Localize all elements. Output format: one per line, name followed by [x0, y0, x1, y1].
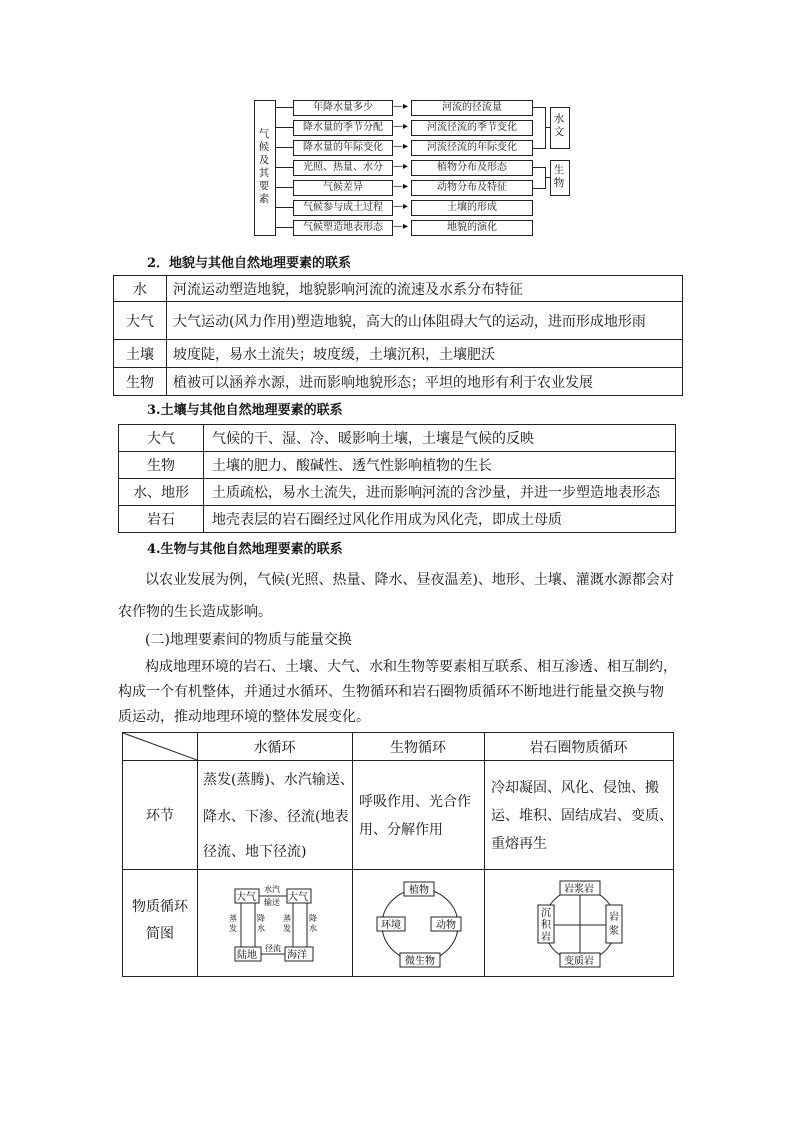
- row1-label: 环节: [146, 808, 174, 824]
- mag-2: 浆: [609, 926, 619, 937]
- s3-key: 大气: [119, 425, 204, 452]
- micro: 微生物: [405, 956, 435, 967]
- rain-left: 水: [257, 924, 265, 933]
- s3-value: 土壤的肥力、酸碱性、透气性影响植物的生长: [204, 452, 676, 479]
- cause-box: 降水量的季节分配: [293, 120, 393, 136]
- effect-box: 土壤的形成: [411, 200, 533, 216]
- arrow-icon: —▸: [393, 141, 409, 152]
- evap-right: 蒸: [283, 914, 291, 923]
- header-bio: 生物循环: [390, 740, 446, 756]
- plant: 植物: [409, 885, 429, 896]
- runoff: 径流: [265, 944, 281, 953]
- arrow-icon: —▸: [393, 121, 409, 132]
- s2-value: 坡度陡，易水土流失；坡度缓，土壤沉积，土壤肥沃: [167, 340, 683, 368]
- rock-process: 重熔再生: [491, 836, 547, 852]
- bio-process: 呼吸作用、光合作: [359, 794, 471, 810]
- bio-cycle-diagram: [375, 879, 465, 969]
- atm-left: 大气: [236, 892, 256, 903]
- arrow-icon: —▸: [393, 181, 409, 192]
- s2-key: 土壤: [114, 340, 167, 368]
- arrow-icon: —▸: [393, 201, 409, 212]
- land: 陆地: [237, 950, 257, 961]
- rain-right: 水: [309, 924, 317, 933]
- header-rock: 岩石圈物质循环: [529, 740, 628, 756]
- evap-right: 发: [283, 924, 291, 933]
- water-process: 径流、地下径流): [203, 844, 307, 860]
- cause-box: 气候参与成土过程: [293, 200, 393, 216]
- env: 环境: [381, 920, 401, 931]
- sectionB-para: 构成一个有机整体，并通过水循环、生物循环和岩石圈物质循环不断地进行能量交换与物: [118, 684, 664, 700]
- effect-box: 植物分布及形态: [411, 160, 533, 176]
- sed-2: 积: [541, 920, 551, 931]
- row2-label: 简图: [146, 926, 174, 942]
- s3-value: 土质疏松，易水土流失，进而影响河流的含沙量，并进一步塑造地表形态: [204, 479, 676, 506]
- s3-value: 地壳表层的岩石圈经过风化作用成为风化壳，即成土母质: [204, 506, 676, 533]
- water-process: 降水、下渗、径流(地表: [203, 809, 349, 825]
- s3-key: 岩石: [119, 506, 204, 533]
- rock-cycle-diagram: [535, 879, 625, 969]
- ocean: 海洋: [287, 950, 307, 961]
- cause-box: 年降水量多少: [293, 100, 393, 116]
- header-water: 水循环: [253, 740, 296, 756]
- meta: 变质岩: [564, 956, 594, 967]
- s2-value: 植被可以涵养水源，进而影响地貌形态；平坦的地形有利于农业发展: [167, 368, 683, 396]
- row2-label: 物质循环: [132, 899, 188, 915]
- header-diagonal: [123, 733, 197, 760]
- effect-box: 动物分布及特征: [411, 180, 533, 196]
- vapor: 水汽: [264, 885, 280, 894]
- atm-right: 大气: [288, 892, 308, 903]
- bio-process: 用、分解作用: [359, 822, 443, 838]
- effect-box: 地貌的演化: [411, 220, 533, 236]
- arrow-icon: —▸: [393, 101, 409, 112]
- sectionB-para: 质运动，推动地理环境的整体发展变化。: [118, 709, 370, 725]
- left-label: 气候及其要素: [258, 128, 270, 205]
- s2-value: 河流运动塑造地貌，地貌影响河流的流速及水系分布特征: [167, 276, 683, 302]
- sed-3: 岩: [541, 932, 551, 943]
- s2-key: 大气: [114, 302, 167, 340]
- group-bio: 生物: [553, 164, 565, 189]
- sectionB-heading: (二)地理要素间的物质与能量交换: [145, 632, 352, 648]
- effect-box: 河流径流的年际变化: [411, 140, 533, 156]
- effect-box: 河流的径流量: [411, 100, 533, 116]
- cycle-table: [122, 732, 674, 977]
- arrow-icon: —▸: [393, 161, 409, 172]
- section2-heading: 2．地貌与其他自然地理要素的联系: [147, 256, 352, 271]
- water-process: 蒸发(蒸腾)、水汽输送、: [203, 772, 354, 788]
- rock-process: 冷却凝固、风化、侵蚀、搬: [491, 780, 659, 796]
- rock-process: 运、堆积、固结成岩、变质、: [491, 808, 673, 824]
- section4-para: 农作物的生长造成影响。: [118, 604, 272, 620]
- s2-value: 大气运动(风力作用)塑造地貌，高大的山体阻碍大气的运动，进而形成地形雨: [167, 302, 683, 340]
- section4-para: 以农业发展为例，气候(光照、热量、降水、昼夜温差)、地形、土壤、灌溉水源都会对: [145, 572, 674, 588]
- cause-box: 降水量的年际变化: [293, 140, 393, 156]
- section3-table: [118, 424, 676, 533]
- mag-1: 岩: [609, 912, 619, 923]
- rain-right: 降: [309, 914, 317, 923]
- animal: 动物: [436, 920, 456, 931]
- sectionB-para: 构成地理环境的岩石、土壤、大气、水和生物等要素相互联系、相互渗透、相互制约，: [145, 659, 677, 675]
- arrow-icon: —▸: [393, 221, 409, 232]
- evap-left: 蒸: [229, 914, 237, 923]
- bio-bracket: [533, 167, 546, 189]
- group-hydro: 水文: [553, 113, 565, 138]
- s2-key: 水: [114, 276, 167, 302]
- magma-top: 岩浆岩: [564, 884, 594, 895]
- vapor: 输送: [264, 898, 280, 907]
- section3-heading: 3.土壤与其他自然地理要素的联系: [147, 403, 343, 418]
- s2-key: 生物: [114, 368, 167, 396]
- rain-left: 降: [257, 914, 265, 923]
- hydro-bracket: [533, 107, 546, 149]
- section2-table: [113, 275, 683, 396]
- cause-box: 光照、热量、水分: [293, 160, 393, 176]
- effect-box: 河流径流的季节变化: [411, 120, 533, 136]
- section4-heading: 4.生物与其他自然地理要素的联系: [147, 542, 343, 557]
- evap-left: 发: [229, 924, 237, 933]
- cause-box: 气候塑造地表形态: [293, 220, 393, 236]
- s3-key: 生物: [119, 452, 204, 479]
- s3-value: 气候的干、湿、冷、暖影响土壤，土壤是气候的反映: [204, 425, 676, 452]
- cause-box: 气候差异: [293, 180, 393, 196]
- sed-1: 沉: [541, 908, 551, 919]
- s3-key: 水、地形: [119, 479, 204, 506]
- water-cycle-diagram: [227, 881, 327, 971]
